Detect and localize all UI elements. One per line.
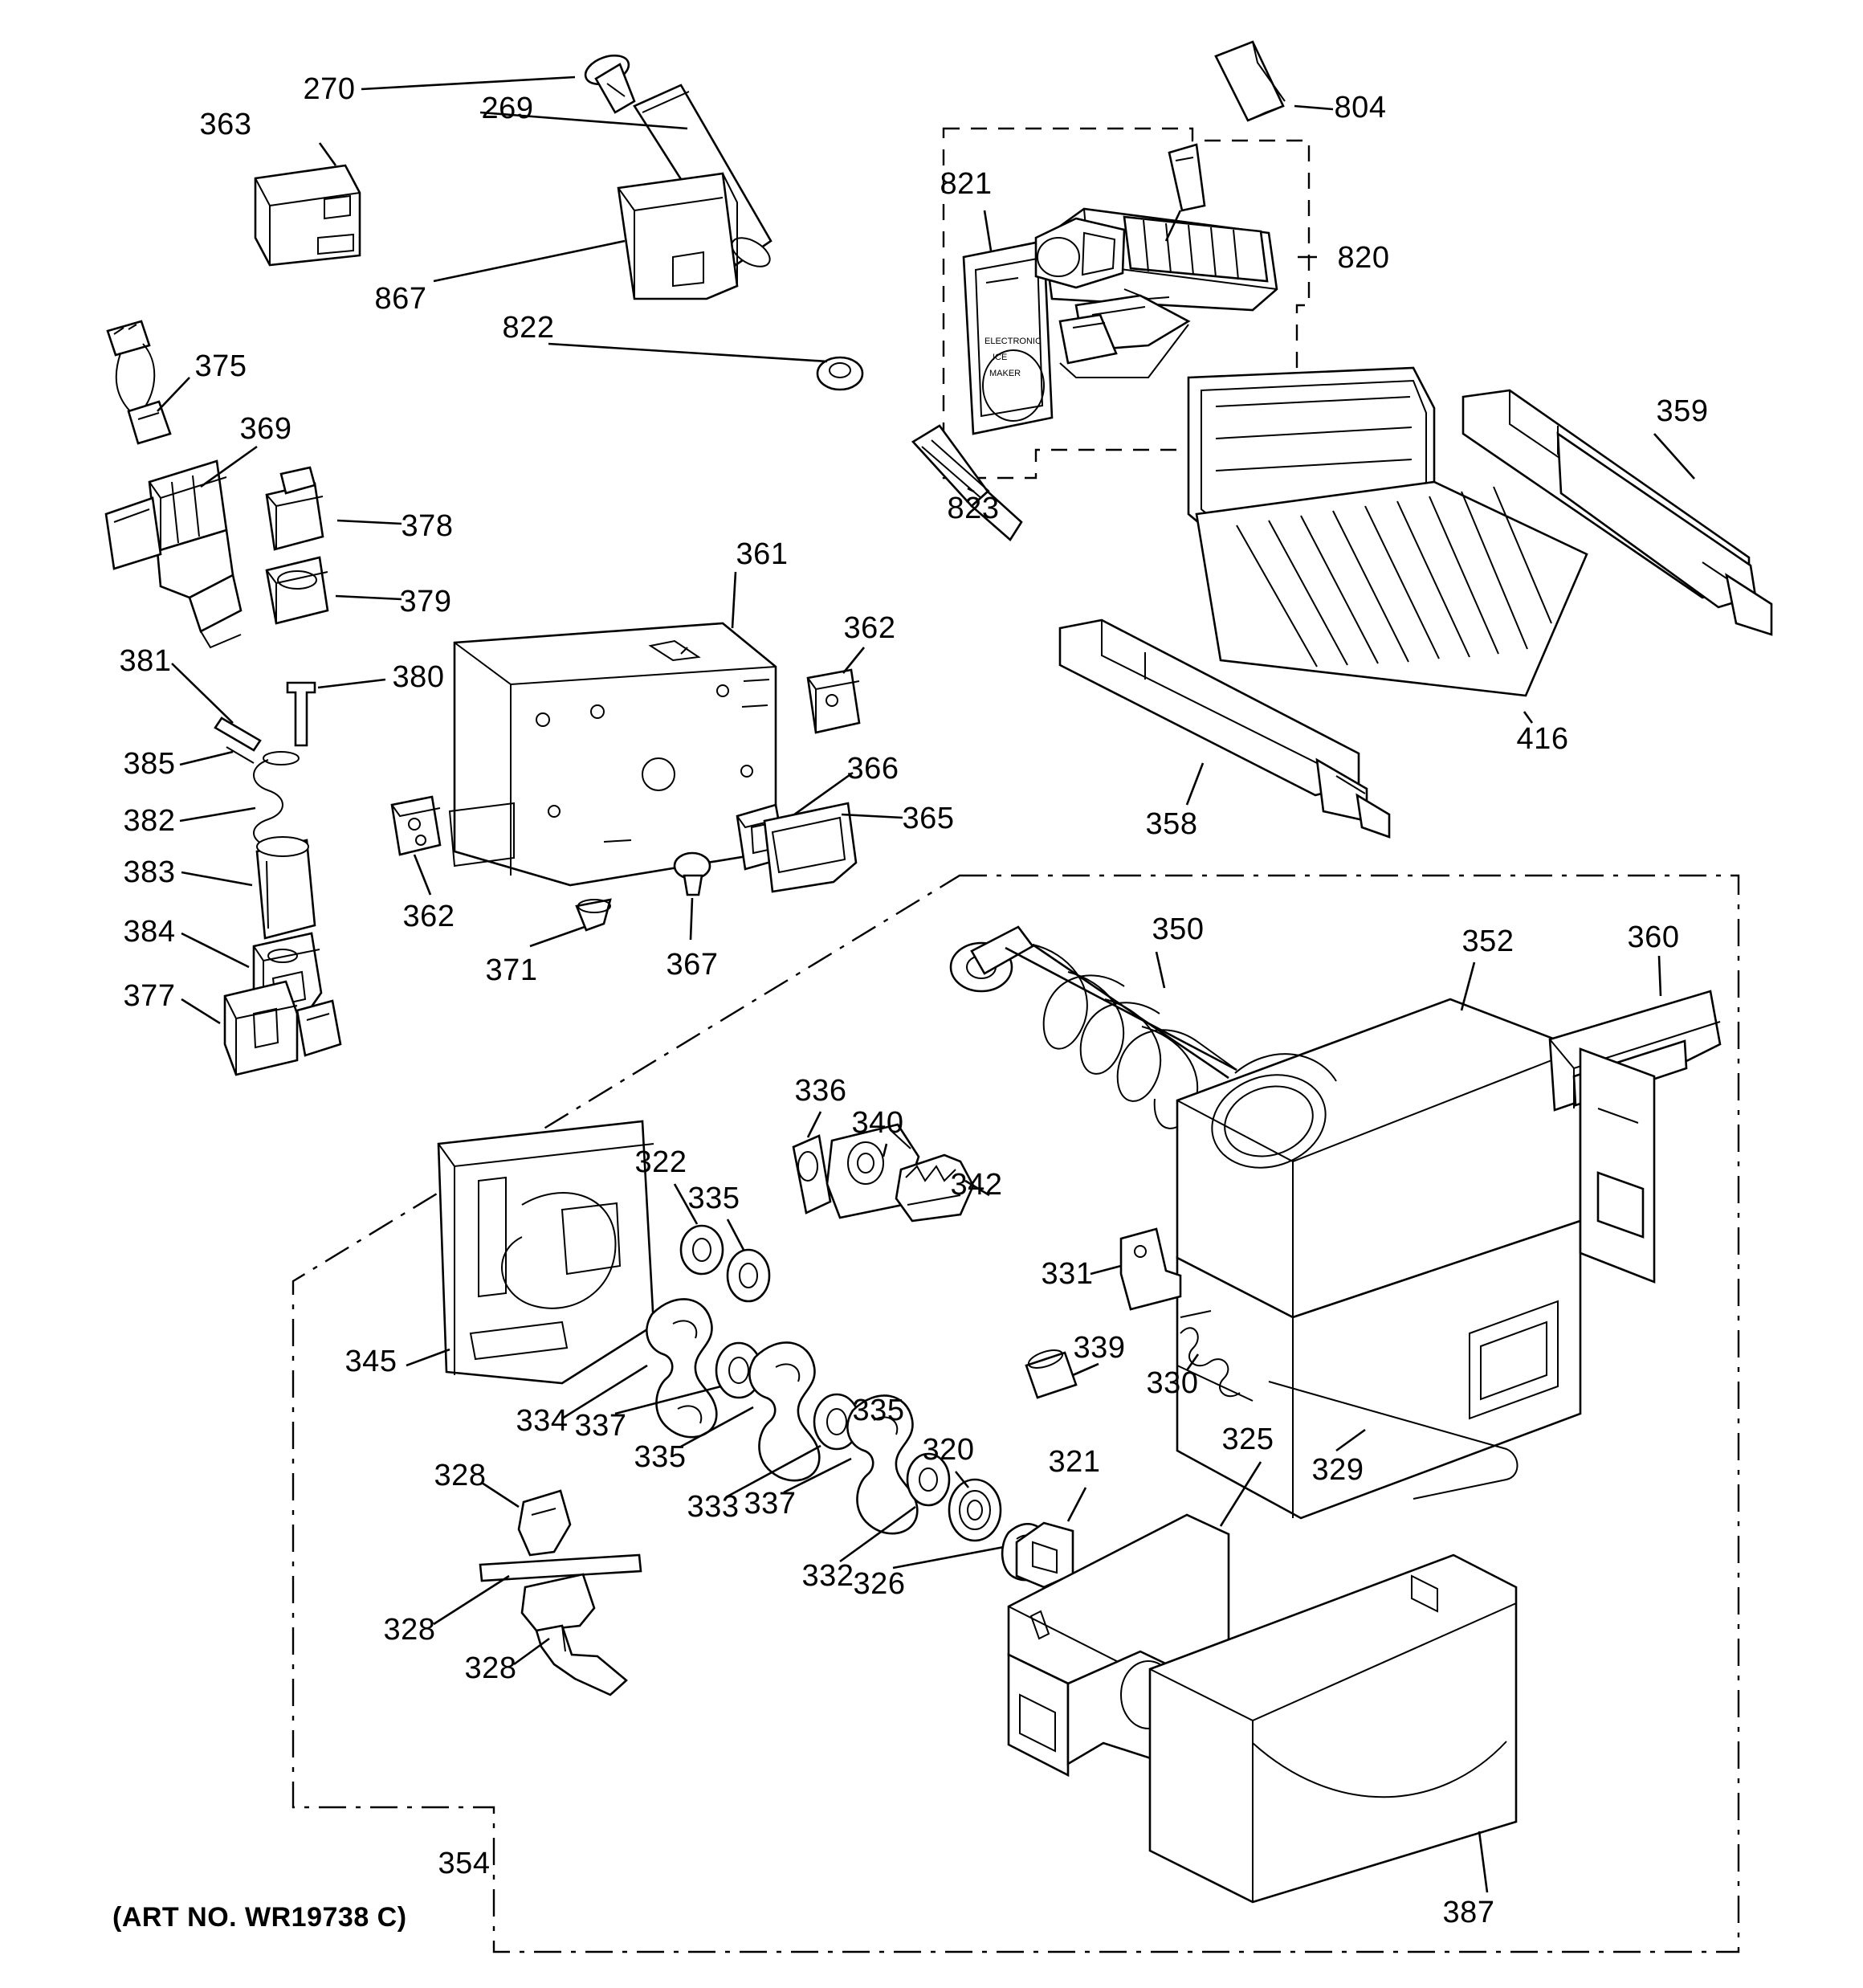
part-822	[548, 344, 862, 390]
callout-378: 378	[401, 509, 454, 543]
callout-823: 823	[947, 492, 1000, 525]
callout-270: 270	[303, 72, 356, 106]
callout-354: 354	[438, 1847, 491, 1880]
part-379	[267, 557, 402, 623]
callout-383: 383	[123, 855, 176, 889]
callout-384: 384	[123, 915, 176, 949]
callout-361: 361	[736, 537, 789, 571]
callout-377: 377	[123, 979, 176, 1013]
callout-371: 371	[485, 953, 538, 987]
callout-337-a: 337	[574, 1409, 627, 1443]
callout-334: 334	[516, 1404, 569, 1438]
callout-337-b: 337	[744, 1487, 797, 1521]
callout-366: 366	[846, 752, 899, 786]
callout-339: 339	[1073, 1331, 1126, 1365]
part-362-upper	[808, 647, 864, 733]
callout-367: 367	[666, 948, 719, 982]
part-369	[106, 447, 257, 647]
part-365	[764, 803, 903, 892]
part-335-a	[728, 1219, 769, 1301]
callout-336: 336	[794, 1074, 847, 1108]
part-361	[450, 572, 776, 885]
part-336	[793, 1112, 830, 1213]
callout-335-b: 335	[634, 1440, 687, 1474]
callout-362-lower: 362	[402, 900, 455, 933]
callout-358: 358	[1145, 807, 1198, 841]
svg-text:ELECTRONIC: ELECTRONIC	[984, 337, 1042, 346]
part-385	[180, 747, 254, 765]
callout-329: 329	[1311, 1453, 1364, 1487]
callout-345: 345	[344, 1345, 397, 1378]
part-362-lower	[392, 797, 440, 895]
callout-331: 331	[1041, 1257, 1094, 1291]
art-number: (ART NO. WR19738 C)	[112, 1902, 407, 1933]
part-383	[181, 837, 315, 938]
part-378	[267, 467, 402, 549]
callout-820: 820	[1337, 241, 1390, 275]
part-328-upper	[482, 1483, 570, 1555]
callout-335-c: 335	[852, 1394, 905, 1427]
callout-340: 340	[851, 1106, 904, 1140]
svg-text:MAKER: MAKER	[989, 369, 1021, 378]
part-328-lower	[514, 1574, 626, 1695]
part-375	[108, 321, 190, 443]
callout-360: 360	[1627, 921, 1680, 954]
callout-269: 269	[481, 92, 534, 125]
part-345	[406, 1121, 654, 1383]
part-363	[255, 143, 360, 265]
callout-387: 387	[1442, 1896, 1495, 1929]
callout-342: 342	[950, 1168, 1003, 1202]
part-371	[530, 900, 610, 946]
callout-363: 363	[199, 108, 252, 141]
callout-379: 379	[399, 585, 452, 618]
callout-867: 867	[374, 282, 427, 316]
callout-320: 320	[922, 1433, 975, 1467]
callout-381: 381	[119, 644, 172, 678]
callout-375: 375	[194, 349, 247, 383]
callout-322: 322	[634, 1145, 687, 1179]
part-320	[949, 1472, 1001, 1541]
callout-332: 332	[801, 1559, 854, 1593]
callout-359: 359	[1656, 394, 1709, 428]
callout-333: 333	[687, 1490, 740, 1524]
callout-369: 369	[239, 412, 292, 446]
part-382	[180, 752, 299, 847]
part-381	[172, 663, 260, 750]
callout-821: 821	[940, 167, 993, 201]
callout-352: 352	[1461, 925, 1514, 958]
callout-362-upper: 362	[843, 611, 896, 645]
part-367	[675, 853, 710, 940]
callout-328-b: 328	[383, 1613, 436, 1647]
callout-804: 804	[1334, 91, 1387, 125]
part-804	[1216, 42, 1333, 120]
callout-365: 365	[902, 802, 955, 835]
callout-325: 325	[1221, 1423, 1274, 1456]
part-331	[1090, 1229, 1180, 1309]
callout-416: 416	[1516, 722, 1569, 756]
callout-328-a: 328	[434, 1459, 487, 1492]
part-380	[287, 680, 385, 745]
callout-380: 380	[392, 660, 445, 694]
callout-328-c: 328	[464, 1651, 517, 1685]
svg-text:ICE: ICE	[993, 353, 1008, 362]
callout-326: 326	[853, 1567, 906, 1601]
callout-350: 350	[1152, 912, 1205, 946]
part-867	[434, 173, 737, 299]
callout-382: 382	[123, 804, 176, 838]
callout-822: 822	[502, 311, 555, 345]
callout-330: 330	[1146, 1366, 1199, 1400]
callout-385: 385	[123, 747, 176, 781]
callout-335-a: 335	[687, 1182, 740, 1215]
callout-321: 321	[1048, 1445, 1101, 1479]
